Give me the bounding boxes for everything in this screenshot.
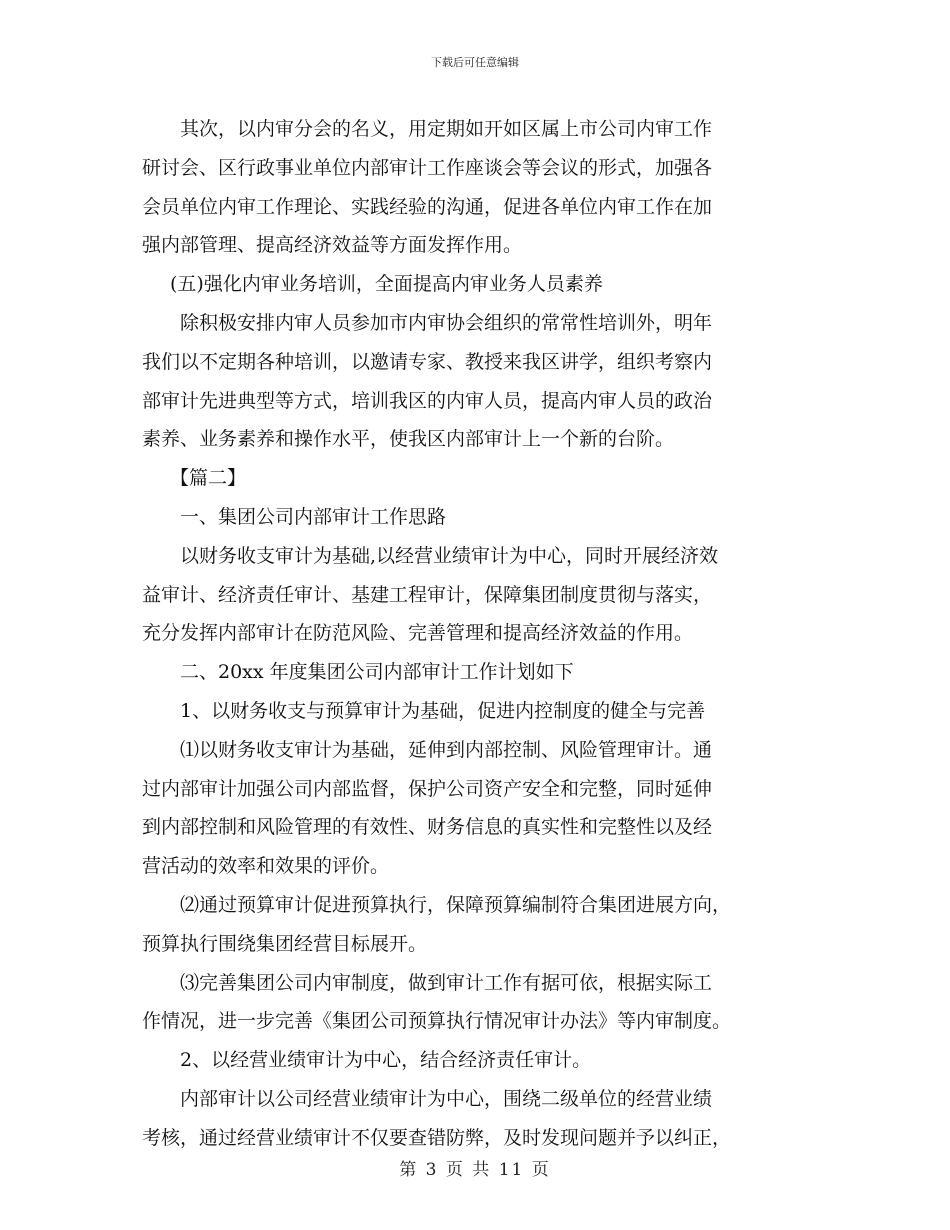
page-header: 下载后可任意编辑 xyxy=(431,56,519,69)
text-line: 以财务收支审计为基础,以经营业绩审计为中心，同时开展经济效 xyxy=(180,544,719,567)
text-line: 其次，以内审分会的名义，用定期如开如区属上市公司内审工作 xyxy=(180,118,713,140)
section-heading: (五)强化内审业务培训，全面提高内审业务人员素养 xyxy=(170,273,603,296)
document-body xyxy=(142,110,810,1158)
text-line: 营活动的效率和效果的评价。 xyxy=(142,855,390,878)
text-line: 素养、业务素养和操作水平，使我区内部审计上一个新的台阶。 xyxy=(142,428,675,451)
text-line: 益审计、经济责任审计、基建工程审计，保障集团制度贯彻与落实， xyxy=(142,583,713,606)
text-line: 强内部管理、提高经济效益等方面发挥作用。 xyxy=(142,234,523,257)
text-line: 作情况，进一步完善《集团公司预算执行情况审计办法》等内审制度。 xyxy=(142,1010,732,1033)
text-line: 预算执行围绕集团经营目标展开。 xyxy=(142,932,428,955)
text-line: 1、以财务收支与预算审计为基础，促进内控制度的健全与完善 xyxy=(180,699,706,722)
part-heading: 【篇二】 xyxy=(170,467,247,490)
text-line: 充分发挥内部审计在防范风险、完善管理和提高经济效益的作用。 xyxy=(142,622,694,645)
text-line: 过内部审计加强公司内部监督，保护公司资产安全和完整，同时延伸 xyxy=(142,777,713,800)
text-line: 考核，通过经营业绩审计不仅要查错防弊，及时发现问题并予以纠正， xyxy=(142,1126,732,1149)
text-line: 我们以不定期各种培训，以邀请专家、教授来我区讲学，组织考察内 xyxy=(142,350,713,373)
text-line: 部审计先进典型等方式，培训我区的内审人员，提高内审人员的政治 xyxy=(142,389,713,412)
section-heading: 一、集团公司内部审计工作思路 xyxy=(180,505,447,528)
text-line: 内部审计以公司经营业绩审计为中心，围绕二级单位的经营业绩 xyxy=(180,1087,713,1110)
section-heading: 二、20xx 年度集团公司内部审计工作计划如下 xyxy=(180,661,574,684)
page-number: 第 3 页 共 11 页 xyxy=(399,1160,551,1180)
text-line: 研讨会、区行政事业单位内部审计工作座谈会等会议的形式，加强各 xyxy=(142,156,713,179)
text-line: 会员单位内审工作理论、实践经验的沟通，促进各单位内审工作在加 xyxy=(142,195,713,218)
text-line: 2、以经营业绩审计为中心，结合经济责任审计。 xyxy=(180,1049,592,1072)
text-line: ⑴以财务收支审计为基础，延伸到内部控制、风险管理审计。通 xyxy=(180,738,713,761)
text-line: ⑶完善集团公司内审制度，做到审计工作有据可依，根据实际工 xyxy=(180,971,713,994)
text-line: ⑵通过预算审计促进预算执行，保障预算编制符合集团进展方向， xyxy=(180,893,732,916)
text-line: 除积极安排内审人员参加市内审协会组织的常常性培训外，明年 xyxy=(180,311,713,334)
text-line: 到内部控制和风险管理的有效性、财务信息的真实性和完整性以及经 xyxy=(142,816,713,839)
